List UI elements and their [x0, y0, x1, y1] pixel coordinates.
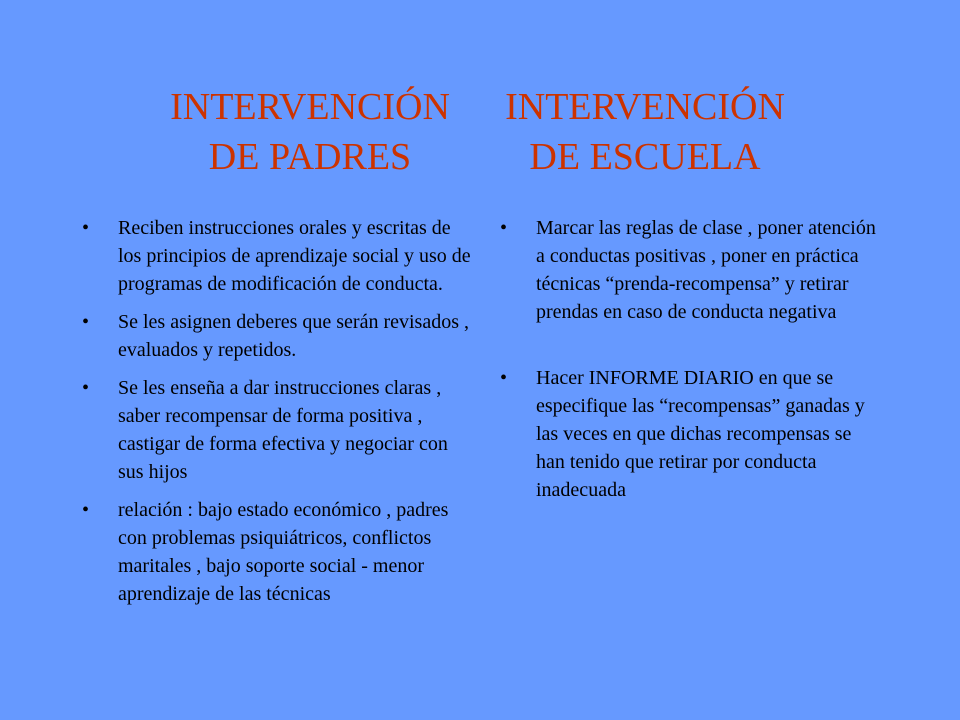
- title-right-line1: INTERVENCIÓN: [505, 86, 785, 128]
- list-item-text: Se les enseña a dar instrucciones claras , saber recompensar de forma positiva , castigar de forma efectiva y negociar con sus hijos: [118, 377, 448, 483]
- list-item-text: Reciben instrucciones orales y escritas de los principios de aprendizaje social y uso de programas de modificación de conducta.: [118, 217, 471, 295]
- bullet-icon: •: [500, 217, 508, 239]
- school-bullet-list: [500, 214, 885, 504]
- list-item-text: Hacer INFORME DIARIO en que se especifique las “recompensas” ganadas y las veces en que dichas recompensas se han tenido que retirar por conducta inadecuada: [536, 367, 865, 501]
- bullet-icon: •: [82, 311, 90, 333]
- list-item-text: Marcar las reglas de clase , poner atención a conductas positivas , poner en práctica técnicas “prenda-recompensa” y retirar prendas en caso de conducta negativa: [536, 217, 876, 323]
- title-right-line2: DE ESCUELA: [529, 136, 761, 178]
- bullet-icon: •: [82, 499, 90, 521]
- list-item: [82, 374, 474, 486]
- list-item-text: relación : bajo estado económico , padres con problemas psiquiátricos, conflictos maritales , bajo soporte social - menor aprendizaje de las técnicas: [118, 499, 449, 605]
- bullet-icon: •: [500, 367, 508, 389]
- parents-bullet-list: [82, 214, 474, 608]
- title-parents-intervention: [160, 82, 460, 182]
- list-item: [82, 308, 474, 364]
- bullet-icon: •: [82, 217, 90, 239]
- bullet-icon: •: [82, 377, 90, 399]
- title-school-intervention: [495, 82, 795, 182]
- list-item-text: Se les asignen deberes que serán revisados , evaluados y repetidos.: [118, 311, 469, 361]
- parents-column: [82, 214, 474, 618]
- list-item: [500, 364, 885, 504]
- title-left-line1: INTERVENCIÓN: [170, 86, 450, 128]
- title-left-line2: DE PADRES: [208, 136, 412, 178]
- list-item: [82, 214, 474, 298]
- school-column: [500, 214, 885, 542]
- list-item: [500, 214, 885, 326]
- list-item: [82, 496, 474, 608]
